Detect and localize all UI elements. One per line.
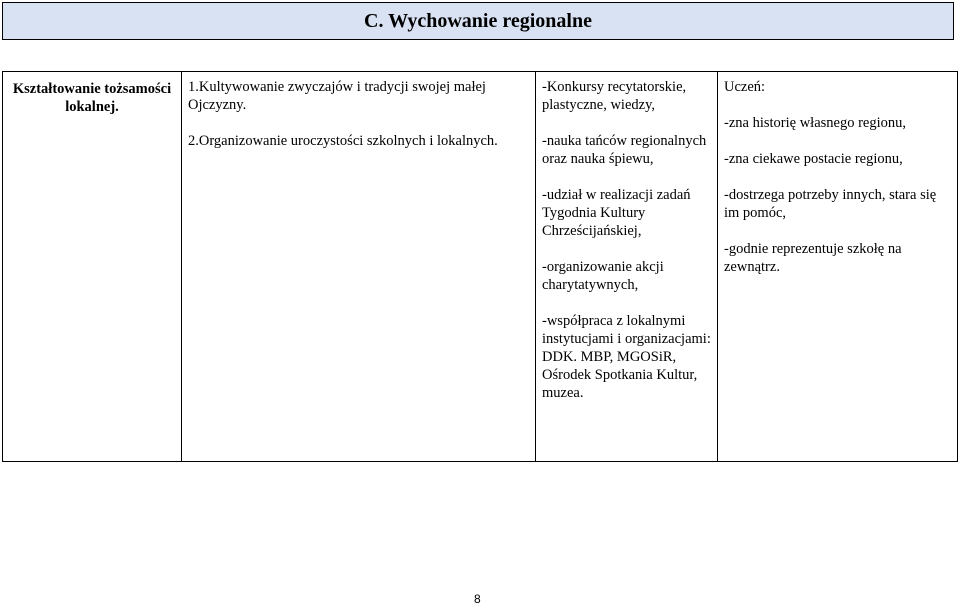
activities-cell <box>536 72 718 462</box>
area-cell <box>3 72 182 462</box>
goal-item: 1.Kultywowanie zwyczajów i tradycji swojej małej Ojczyzny. <box>188 79 486 113</box>
area-text: Kształtowanie tożsamości lokalnej. <box>12 81 172 115</box>
outcome-item: -dostrzega potrzeby innych, stara się im pomóc, <box>724 187 937 221</box>
outcome-item: -godnie reprezentuje szkołę na zewnątrz. <box>724 241 902 275</box>
activity-item: -Konkursy recytatorskie, plastyczne, wiedzy, <box>542 79 687 113</box>
page-number: 8 <box>474 592 481 606</box>
activity-item: -nauka tańców regionalnych oraz nauka śpiewu, <box>542 133 707 167</box>
outcomes-cell <box>718 72 958 462</box>
goals-cell <box>182 72 536 462</box>
activity-item: -organizowanie akcji charytatywnych, <box>542 259 664 293</box>
table-row <box>3 72 958 462</box>
goal-item: 2.Organizowanie uroczystości szkolnych i lokalnych. <box>188 133 498 149</box>
outcome-item: -zna historię własnego regionu, <box>724 115 907 131</box>
outcomes-heading: Uczeń: <box>724 79 766 95</box>
regional-education-table <box>2 71 958 462</box>
section-title: C. Wychowanie regionalne <box>364 9 592 32</box>
outcome-item: -zna ciekawe postacie regionu, <box>724 151 903 167</box>
activity-item: -współpraca z lokalnymi instytucjami i organizacjami: DDK. MBP, MGOSiR, Ośrodek Spotkania Kultur, muzea. <box>542 313 711 401</box>
activity-item: -udział w realizacji zadań Tygodnia Kultury Chrześcijańskiej, <box>542 187 691 239</box>
section-header <box>2 2 954 40</box>
